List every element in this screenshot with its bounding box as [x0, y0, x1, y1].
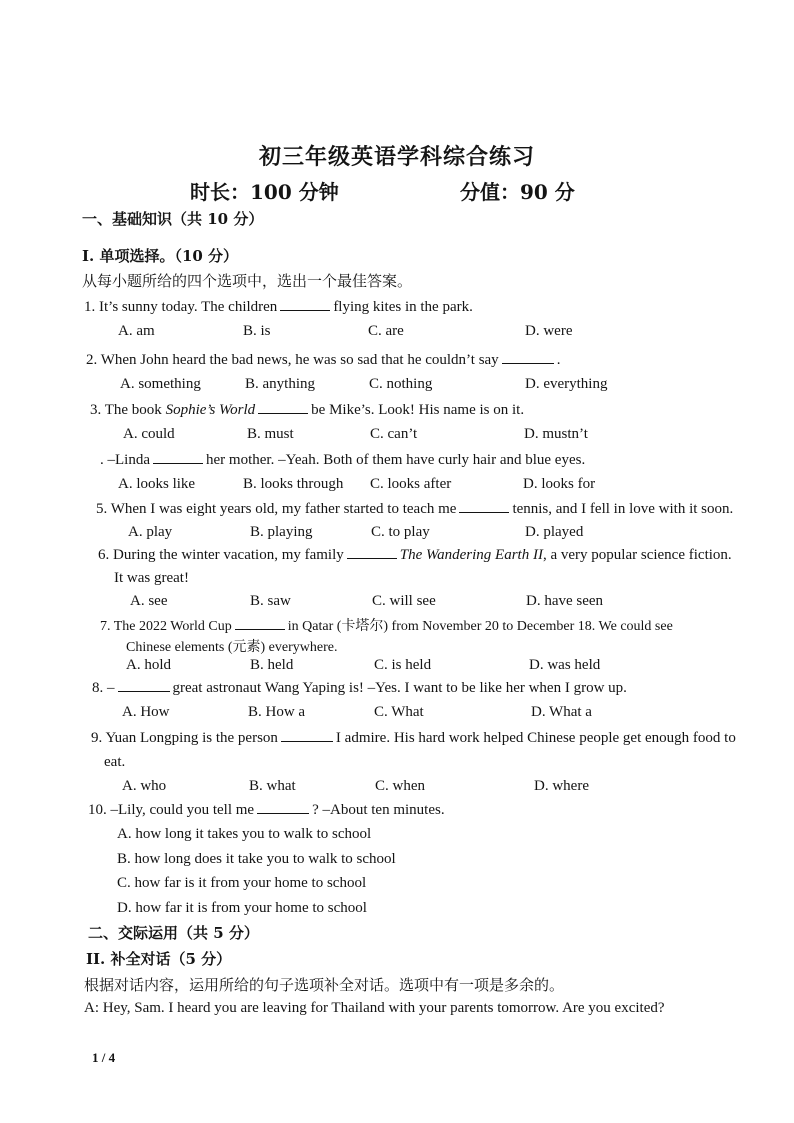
question-text-continued: Chinese elements (元素) everywhere.	[126, 640, 338, 655]
answer-blank	[153, 451, 203, 464]
page-number: 1 / 4	[92, 1050, 116, 1065]
question-text: 6. During the winter vacation, my family	[98, 547, 344, 563]
question-text: 10. –Lily, could you tell me	[88, 802, 255, 818]
question-text: 3. The book	[90, 402, 162, 418]
option: B. must	[247, 426, 294, 442]
answer-blank	[118, 679, 170, 692]
answer-blank	[281, 729, 333, 742]
question-9	[91, 729, 736, 747]
part-heading: I. 单项选择。（10 分）	[82, 247, 239, 265]
answer-blank	[459, 500, 509, 513]
option: A. How	[122, 704, 170, 720]
question-1	[84, 298, 473, 316]
option: D. everything	[525, 376, 608, 392]
answer-blank	[347, 546, 397, 559]
option: D. mustn’t	[524, 426, 588, 442]
part-heading: II. 补全对话（5 分）	[86, 950, 232, 968]
question-2	[86, 351, 560, 369]
option: D. What a	[531, 704, 592, 720]
option: A. see	[130, 593, 168, 609]
option: A. hold	[126, 657, 171, 673]
option: C. can’t	[370, 426, 418, 442]
question-text: flying kites in the park.	[333, 299, 473, 315]
option: A. am	[118, 323, 155, 339]
question-text: her mother. –Yeah. Both of them have curly hair and blue eyes.	[206, 452, 586, 468]
question-text: in Qatar (卡塔尔) from November 20 to December 18. We could see	[287, 619, 673, 634]
option: A. could	[123, 426, 175, 442]
option: A. something	[120, 376, 201, 392]
answer-blank	[258, 401, 308, 414]
option: B. is	[243, 323, 271, 339]
question-text-continued: eat.	[104, 754, 126, 770]
option: C. when	[375, 778, 425, 794]
exam-score: 分值：90 分	[460, 180, 575, 204]
option: D. was held	[529, 657, 601, 673]
option: C. is held	[374, 657, 432, 673]
option: C. What	[374, 704, 424, 720]
option: D. were	[525, 323, 573, 339]
option: A. how long it takes you to walk to school	[117, 826, 372, 842]
question-text: ? –About ten minutes.	[312, 802, 445, 818]
question-text: . –Linda	[100, 452, 150, 468]
question-text: 2. When John heard the bad news, he was so sad that he couldn’t say	[86, 352, 499, 368]
option: D. how far it is from your home to school	[117, 900, 367, 916]
option: C. how far is it from your home to school	[117, 875, 367, 891]
option: B. looks through	[243, 476, 344, 492]
exam-title: 初三年级英语学科综合练习	[258, 144, 535, 170]
question-text: 1. It’s sunny today. The children	[84, 299, 278, 315]
option: B. playing	[250, 524, 313, 540]
question-6	[98, 546, 732, 564]
answer-blank	[502, 351, 554, 364]
question-text: great astronaut Wang Yaping is! –Yes. I want to be like her when I grow up.	[172, 680, 627, 696]
question-text-continued: It was great!	[114, 570, 189, 586]
question-text: , a very popular science fiction.	[542, 547, 732, 563]
option: B. what	[249, 778, 296, 794]
option: D. looks for	[523, 476, 596, 492]
option: C. nothing	[369, 376, 433, 392]
question-8	[92, 679, 627, 697]
option: A. who	[122, 778, 167, 794]
answer-blank	[257, 801, 309, 814]
instruction: 根据对话内容，运用所给的句子选项补全对话。选项中有一项是多余的。	[84, 976, 565, 994]
option: B. How a	[248, 704, 306, 720]
option: C. are	[368, 323, 404, 339]
section-heading: 二、交际运用（共 5 分）	[88, 924, 259, 942]
question-text: 7. The 2022 World Cup	[100, 619, 232, 634]
question-text: 9. Yuan Longping is the person	[91, 730, 278, 746]
question-4	[100, 451, 585, 469]
option: B. how long does it take you to walk to school	[117, 851, 396, 867]
option: D. where	[534, 778, 589, 794]
question-text: I admire. His hard work helped Chinese people get enough food to	[335, 730, 736, 746]
question-text: .	[556, 352, 561, 368]
option: B. held	[250, 657, 294, 673]
question-text: tennis, and I fell in love with it soon.	[512, 501, 734, 517]
answer-blank	[280, 298, 330, 311]
option: C. looks after	[370, 476, 452, 492]
question-10	[88, 801, 445, 819]
option: C. to play	[371, 524, 430, 540]
instruction: 从每小题所给的四个选项中，选出一个最佳答案。	[82, 272, 413, 290]
answer-blank	[235, 617, 285, 630]
question-text: be Mike’s. Look! His name is on it.	[311, 402, 525, 418]
option: D. played	[525, 524, 584, 540]
book-title: Sophie’s World	[165, 402, 256, 418]
movie-title: The Wandering Earth II	[399, 547, 543, 563]
exam-duration: 时长：100 分钟	[190, 180, 339, 204]
question-text: 5. When I was eight years old, my father started to teach me	[96, 501, 457, 517]
question-5	[96, 500, 733, 518]
option: C. will see	[372, 593, 436, 609]
dialog-line: A: Hey, Sam. I heard you are leaving for Thailand with your parents tomorrow. Are you excited?	[84, 1000, 665, 1016]
question-text: 8. –	[92, 680, 115, 696]
option: A. looks like	[118, 476, 196, 492]
option: B. anything	[245, 376, 315, 392]
option: B. saw	[250, 593, 291, 609]
option: D. have seen	[526, 593, 604, 609]
question-3	[90, 401, 524, 419]
question-7	[100, 615, 673, 635]
option: A. play	[128, 524, 173, 540]
section-heading: 一、基础知识（共 10 分）	[82, 210, 264, 228]
